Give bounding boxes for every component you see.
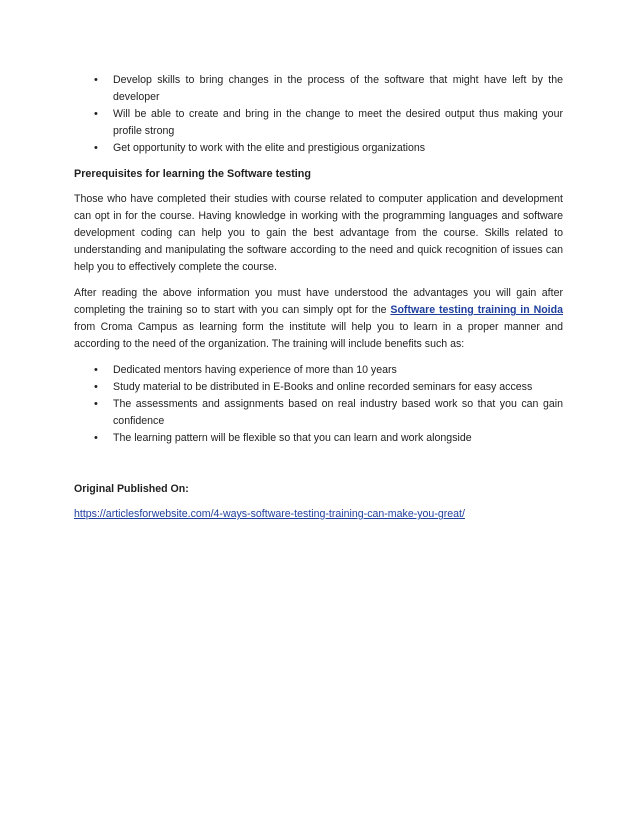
list-item: • Dedicated mentors having experience of more than 10 years: [74, 362, 563, 379]
section-heading-prerequisites: Prerequisites for learning the Software testing: [74, 168, 311, 180]
original-article-link[interactable]: https://articlesforwebsite.com/4-ways-software-testing-training-can-make-you-great/: [74, 508, 465, 520]
list-item: • Will be able to create and bring in the change to meet the desired output thus making your profile strong: [74, 106, 563, 140]
list-item: • Develop skills to bring changes in the process of the software that might have left by the developer: [74, 72, 563, 106]
list-item: • The learning pattern will be flexible so that you can learn and work alongside: [74, 430, 563, 447]
paragraph-advantages: [74, 285, 563, 353]
software-testing-training-link[interactable]: Software testing training in Noida: [390, 304, 563, 316]
benefits-list-training: [74, 362, 563, 447]
paragraph-text: After reading the above information you must have understood the advantages you will gain after completing the training so to start with you can simply opt for the: [74, 287, 563, 316]
list-item: • Get opportunity to work with the elite and prestigious organizations: [74, 140, 563, 157]
list-item: • The assessments and assignments based on real industry based work so that you can gain confidence: [74, 396, 563, 430]
original-published-heading: Original Published On:: [74, 483, 189, 495]
paragraph-prerequisites: Those who have completed their studies with course related to computer application and development can opt in for the course. Having knowledge in working with the programming languages and software development coding can help you to gain the best advantage from the course. Skills related to understanding and manipulating the software according to the need and quick recognition of issues can help you to effectively complete the course.: [74, 193, 563, 273]
paragraph-text: from Croma Campus as learning form the institute will help you to learn in a proper manner and according to the need of the organization. The training will include benefits such as:: [74, 321, 563, 350]
benefits-list-top: [74, 72, 563, 157]
document-page: [74, 72, 563, 523]
list-item: • Study material to be distributed in E-Books and online recorded seminars for easy access: [74, 379, 563, 396]
